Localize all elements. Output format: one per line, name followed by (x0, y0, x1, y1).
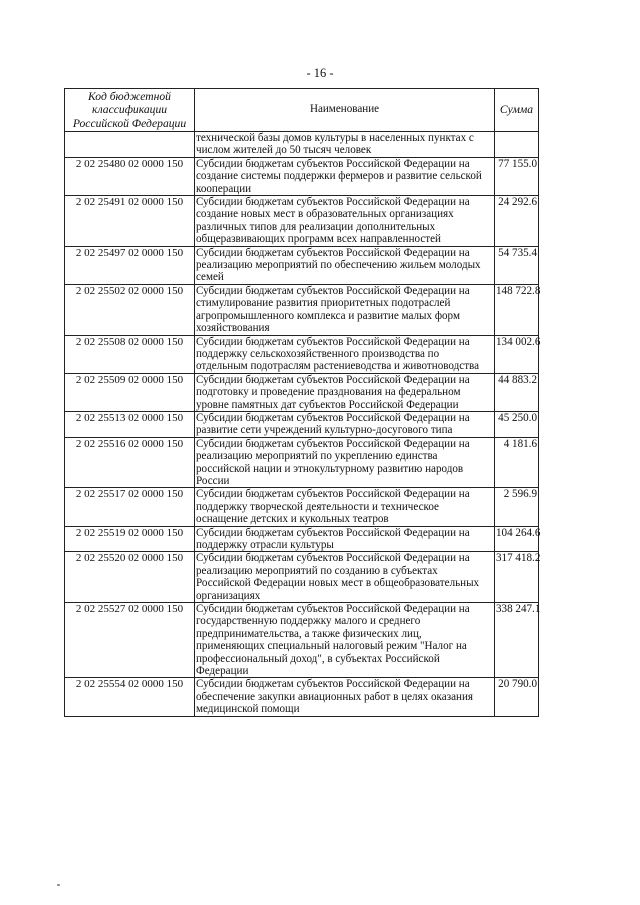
row-name: Субсидии бюджетам субъектов Российской Федерации на поддержку творческой деятельности и техническое оснащение детских и кукольных театров (195, 488, 495, 526)
row-amount: 45 250.0 (495, 411, 539, 437)
table-row (65, 411, 539, 437)
row-name: Субсидии бюджетам субъектов Российской Федерации на реализацию мероприятий по обеспечению жильем молодых семей (195, 246, 495, 284)
budget-table (64, 88, 539, 717)
row-name: технической базы домов культуры в населенных пунктах с числом жителей до 50 тысяч человек (195, 132, 495, 158)
table-row (65, 335, 539, 373)
row-amount: 24 292.6 (495, 196, 539, 247)
row-amount: 2 596.9 (495, 488, 539, 526)
row-name: Субсидии бюджетам субъектов Российской Федерации на стимулирование развития приоритетных подотраслей агропромышленного комплекса и развитие малых форм хозяйствования (195, 284, 495, 335)
row-code: 2 02 25508 02 0000 150 (65, 335, 195, 373)
row-code: 2 02 25497 02 0000 150 (65, 246, 195, 284)
page-number: - 16 - (306, 66, 334, 80)
row-amount (495, 132, 539, 158)
table-row (65, 373, 539, 411)
table-row (65, 246, 539, 284)
row-amount: 4 181.6 (495, 437, 539, 488)
row-code: 2 02 25516 02 0000 150 (65, 437, 195, 488)
scan-speck (57, 884, 60, 886)
header-amount: Сумма (495, 89, 539, 132)
row-code: 2 02 25517 02 0000 150 (65, 488, 195, 526)
table-row (65, 552, 539, 603)
row-name: Субсидии бюджетам субъектов Российской Федерации на развитие сети учреждений культурно-досугового типа (195, 411, 495, 437)
row-code (65, 132, 195, 158)
row-amount: 44 883.2 (495, 373, 539, 411)
row-code: 2 02 25509 02 0000 150 (65, 373, 195, 411)
header-row (65, 89, 539, 132)
row-amount: 338 247.1 (495, 603, 539, 678)
table-row (65, 526, 539, 552)
row-name: Субсидии бюджетам субъектов Российской Федерации на реализацию мероприятий по созданию в субъектах Российской Федерации новых мест в общеобразовательных организациях (195, 552, 495, 603)
row-code: 2 02 25513 02 0000 150 (65, 411, 195, 437)
row-name: Субсидии бюджетам субъектов Российской Федерации на создание новых мест в образовательных организациях различных типов для реализации дополнительных общеразвивающих программ всех направленностей (195, 196, 495, 247)
row-amount: 104 264.6 (495, 526, 539, 552)
row-code: 2 02 25502 02 0000 150 (65, 284, 195, 335)
row-code: 2 02 25519 02 0000 150 (65, 526, 195, 552)
row-amount: 77 155.0 (495, 157, 539, 195)
row-name: Субсидии бюджетам субъектов Российской Федерации на создание системы поддержки фермеров и развитие сельской кооперации (195, 157, 495, 195)
header-name: Наименование (195, 89, 495, 132)
table-body (65, 132, 539, 717)
row-code: 2 02 25520 02 0000 150 (65, 552, 195, 603)
row-code: 2 02 25554 02 0000 150 (65, 678, 195, 716)
row-amount: 148 722.8 (495, 284, 539, 335)
row-name: Субсидии бюджетам субъектов Российской Федерации на обеспечение закупки авиационных работ в целях оказания медицинской помощи (195, 678, 495, 716)
table-row (65, 132, 539, 158)
table-row (65, 196, 539, 247)
row-code: 2 02 25527 02 0000 150 (65, 603, 195, 678)
header-code: Код бюджетной классификации Российской Федерации (65, 89, 195, 132)
table-row (65, 678, 539, 716)
table-header (65, 89, 539, 132)
row-name: Субсидии бюджетам субъектов Российской Федерации на государственную поддержку малого и среднего предпринимательства, а также физических лиц, применяющих специальный налоговый режим "Налог на профессиональный доход", в субъектах Российской Федерации (195, 603, 495, 678)
row-code: 2 02 25480 02 0000 150 (65, 157, 195, 195)
table-row (65, 603, 539, 678)
table-row (65, 284, 539, 335)
row-amount: 134 002.6 (495, 335, 539, 373)
row-amount: 54 735.4 (495, 246, 539, 284)
table-row (65, 488, 539, 526)
row-amount: 20 790.0 (495, 678, 539, 716)
table-row (65, 157, 539, 195)
row-code: 2 02 25491 02 0000 150 (65, 196, 195, 247)
row-name: Субсидии бюджетам субъектов Российской Федерации на подготовку и проведение празднования на федеральном уровне памятных дат субъектов Российской Федерации (195, 373, 495, 411)
row-name: Субсидии бюджетам субъектов Российской Федерации на поддержку сельскохозяйственного производства по отдельным подотраслям растениеводства и животноводства (195, 335, 495, 373)
row-name: Субсидии бюджетам субъектов Российской Федерации на реализацию мероприятий по укреплению единства российской нации и этнокультурному развитию народов России (195, 437, 495, 488)
table-row (65, 437, 539, 488)
row-amount: 317 418.2 (495, 552, 539, 603)
row-name: Субсидии бюджетам субъектов Российской Федерации на поддержку отрасли культуры (195, 526, 495, 552)
